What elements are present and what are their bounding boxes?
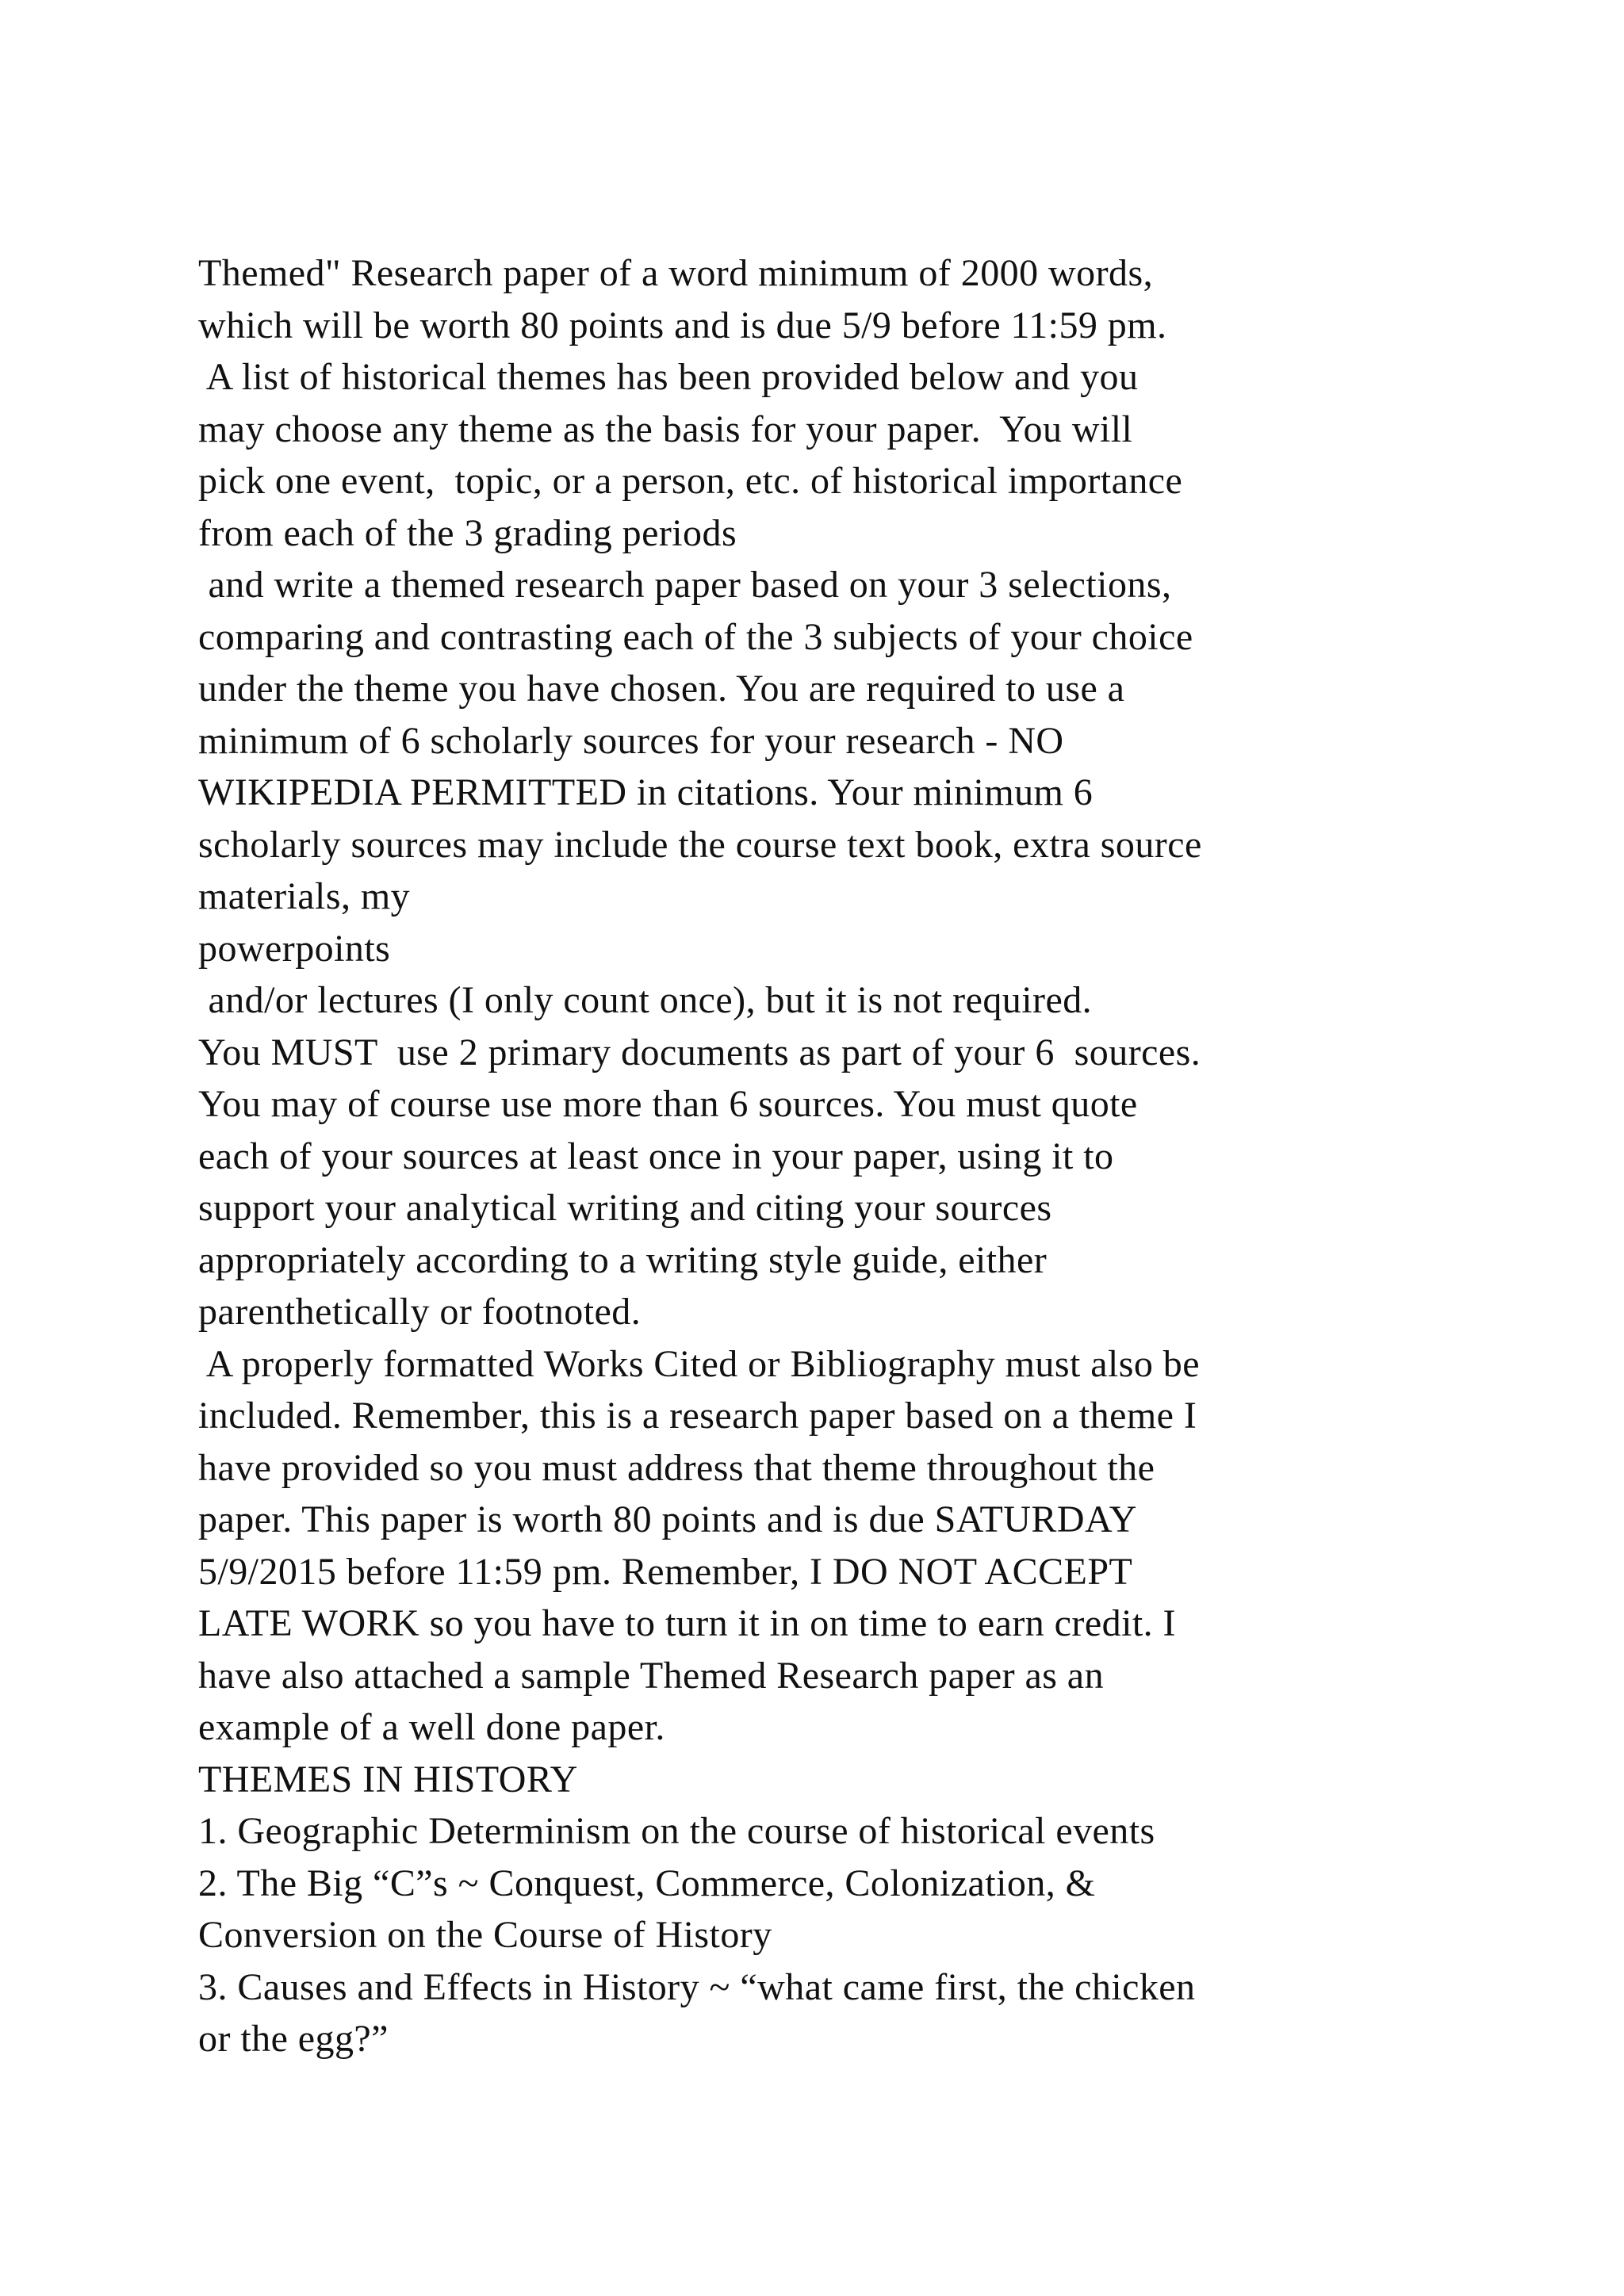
text-line: Themed" Research paper of a word minimum of 2000 words, xyxy=(198,252,1154,294)
text-line: You may of course use more than 6 sources. You must quote xyxy=(198,1083,1138,1125)
document-body-text xyxy=(198,247,1499,2065)
text-line: each of your sources at least once in your paper, using it to xyxy=(198,1135,1114,1177)
text-line: 3. Causes and Effects in History ~ “what came first, the chicken xyxy=(198,1965,1196,2008)
text-line: from each of the 3 grading periods xyxy=(198,511,737,554)
text-line: comparing and contrasting each of the 3 subjects of your choice xyxy=(198,615,1193,658)
text-line: WIKIPEDIA PERMITTED in citations. Your minimum 6 xyxy=(198,771,1094,813)
text-line: scholarly sources may include the course text book, extra source xyxy=(198,823,1202,866)
text-line: 2. The Big “C”s ~ Conquest, Commerce, Colonization, & xyxy=(198,1862,1096,1904)
text-line: and/or lectures (I only count once), but it is not required. xyxy=(198,979,1093,1021)
text-line: or the egg?” xyxy=(198,2018,389,2060)
text-line: example of a well done paper. xyxy=(198,1706,665,1748)
text-line: A properly formatted Works Cited or Bibliography must also be xyxy=(198,1342,1200,1385)
text-line: A list of historical themes has been provided below and you xyxy=(198,356,1139,398)
text-line: have provided so you must address that theme throughout the xyxy=(198,1446,1155,1489)
text-line: and write a themed research paper based on your 3 selections, xyxy=(198,564,1172,606)
text-line: THEMES IN HISTORY xyxy=(198,1758,578,1800)
text-line: LATE WORK so you have to turn it in on time to earn credit. I xyxy=(198,1602,1176,1644)
text-line: appropriately according to a writing style guide, either xyxy=(198,1238,1048,1281)
text-line: Conversion on the Course of History xyxy=(198,1914,772,1956)
text-line: 5/9/2015 before 11:59 pm. Remember, I DO NOT ACCEPT xyxy=(198,1550,1133,1593)
text-line: which will be worth 80 points and is due 5/9 before 11:59 pm. xyxy=(198,304,1167,346)
text-line: may choose any theme as the basis for your paper. You will xyxy=(198,408,1133,450)
text-line: powerpoints xyxy=(198,927,391,970)
text-line: materials, my xyxy=(198,875,411,917)
text-line: 1. Geographic Determinism on the course of historical events xyxy=(198,1810,1155,1852)
text-line: minimum of 6 scholarly sources for your research - NO xyxy=(198,719,1064,762)
text-line: parenthetically or footnoted. xyxy=(198,1291,642,1333)
text-line: included. Remember, this is a research paper based on a theme I xyxy=(198,1395,1197,1437)
text-line: support your analytical writing and citing your sources xyxy=(198,1187,1052,1229)
text-line: have also attached a sample Themed Research paper as an xyxy=(198,1654,1105,1697)
text-line: under the theme you have chosen. You are required to use a xyxy=(198,668,1125,710)
text-line: pick one event, topic, or a person, etc. of historical importance xyxy=(198,460,1183,502)
text-line: paper. This paper is worth 80 points and is due SATURDAY xyxy=(198,1498,1137,1540)
text-line: You MUST use 2 primary documents as part of your 6 sources. xyxy=(198,1031,1201,1073)
